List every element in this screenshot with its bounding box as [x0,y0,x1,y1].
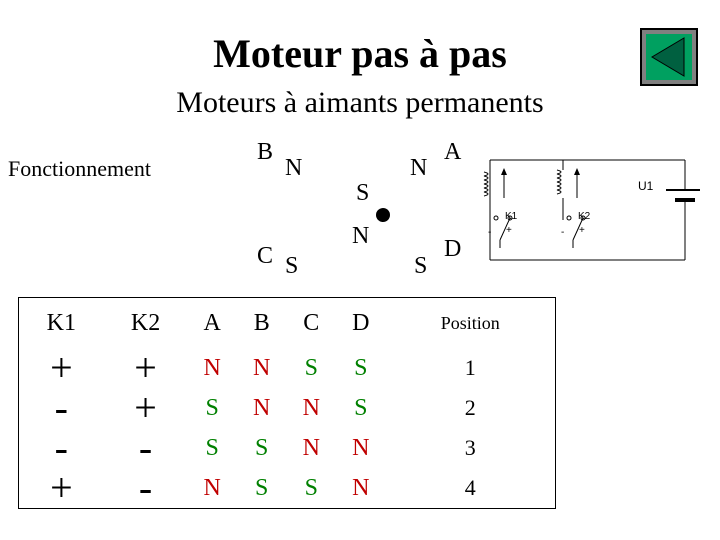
header-cell: B [253,309,270,336]
rotor-south: S [356,180,370,206]
table-row [19,468,556,509]
header-cell: K1 [46,309,77,336]
k2-minus: - [561,227,565,238]
cell-k2: - [138,465,153,510]
k2-plus: + [579,225,585,236]
page-subtitle: Moteurs à aimants permanents [176,86,544,119]
truth-table [18,297,556,509]
cell-k1: - [54,385,68,430]
cell-position: 2 [464,395,476,420]
cell-d: N [352,434,370,461]
cell-c: S [304,474,318,501]
header-cell: K2 [130,309,161,336]
rotor-center-dot [376,208,390,222]
header-cell: C [303,309,320,336]
terminal-B-label: B [257,139,274,165]
pole-C: S [285,253,299,279]
k1-minus: - [488,227,492,238]
table-row [19,348,556,388]
cell-a: N [203,354,221,381]
cell-position: 1 [464,355,476,380]
cell-c: N [302,434,320,461]
cell-k1: + [50,465,73,510]
cell-a: S [205,394,219,421]
cell-c: N [302,394,320,421]
table-header-row [19,298,556,349]
terminal-D-label: D [444,236,462,262]
switch-K1-icon [490,198,512,248]
cell-a: S [205,434,219,461]
pole-B: N [285,155,303,181]
terminal-C-label: C [257,243,274,269]
header-cell: Position [440,312,500,333]
cell-k2: + [134,385,157,430]
cell-k2: - [138,425,153,470]
rotor-north: N [352,223,370,249]
cell-d: S [354,394,368,421]
cell-d: N [352,474,370,501]
table-row [19,428,556,468]
back-button[interactable] [640,28,698,86]
cell-b: N [253,394,271,421]
k1-label: K1 [505,211,518,222]
u1-label: U1 [638,179,654,193]
cell-b: S [255,474,269,501]
pole-D: S [414,253,428,279]
section-label: Fonctionnement [8,156,151,181]
cell-b: N [253,354,271,381]
coil-2-icon [557,160,580,198]
cell-a: N [203,474,221,501]
header-cell: D [352,309,370,336]
cell-b: S [255,434,269,461]
cell-c: S [304,354,318,381]
switch-K2-icon [563,198,585,248]
k2-label: K2 [578,211,591,222]
table-row [19,388,556,428]
coil-1-icon [484,168,507,198]
cell-k1: + [50,345,73,390]
cell-k1: - [54,425,68,470]
terminal-A-label: A [444,139,462,165]
left-triangle-icon [646,34,692,80]
circuit-diagram [470,140,700,270]
cell-k2: + [134,345,157,390]
k1-plus: + [506,225,512,236]
pole-A: N [410,155,428,181]
page-title: Moteur pas à pas [213,31,507,76]
cell-position: 4 [464,475,476,500]
cell-d: S [354,354,368,381]
header-cell: A [203,309,221,336]
cell-position: 3 [464,435,476,460]
